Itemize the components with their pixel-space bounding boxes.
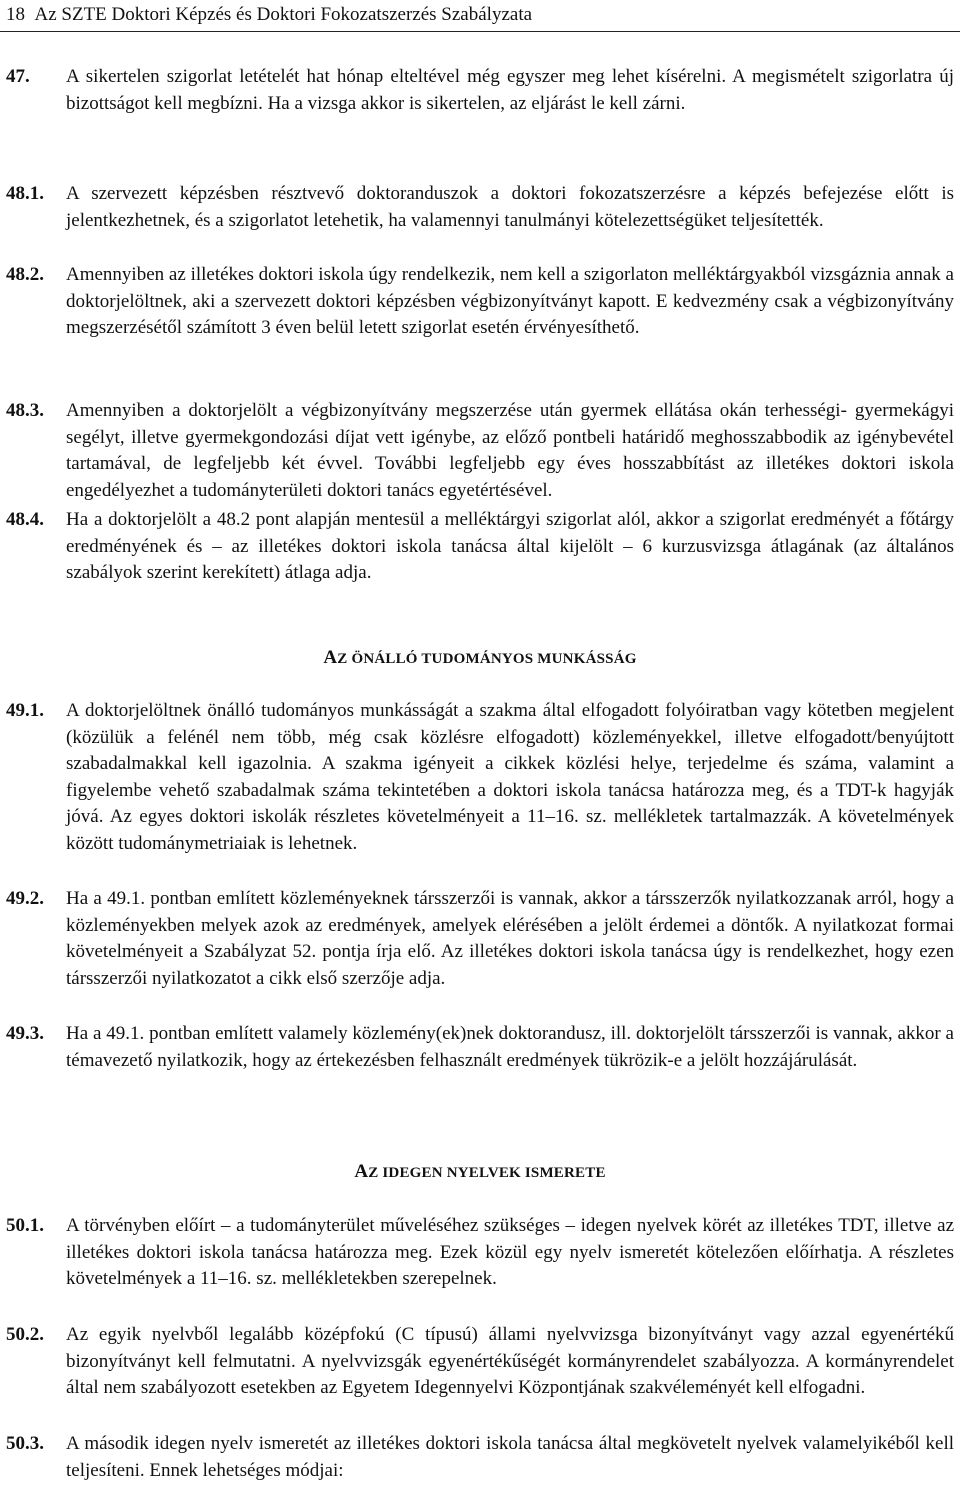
section-number-48-3: 48.3. (6, 400, 44, 421)
section-text-48-1: A szervezett képzésben résztvevő doktoranduszok a doktori fokozatszerzésre a képzés befejezése előtt is jelentkezhetnek, és a szigorlatot letehetik, ha valamennyi tanulmányi kötelezettségüket teljesítették. (66, 183, 954, 231)
page-number: 18 (6, 4, 25, 25)
header-rule (0, 31, 960, 32)
section-number-47: 47. (6, 66, 30, 87)
section-text-49-2: Ha a 49.1. pontban említett közleményeknek társszerzői is vannak, akkor a társszerzők nyilatkozzanak arról, hogy a közleményekben melyek azok az eredmények, amelyek elérésében a jelölt érdemei a döntők. A nyilatkozat formai követelményeit a Szabályzat 52. pontja írja elő. Az illetékes doktori iskola tanácsa úgy is rendelkezhet, hogy ezen társszerzői nyilatkozatot a cikk első szerzője adja. (66, 888, 954, 989)
section-number-50-2: 50.2. (6, 1324, 44, 1345)
section-number-49-1: 49.1. (6, 700, 44, 721)
section-number-48-1: 48.1. (6, 183, 44, 204)
section-text-49-1: A doktorjelöltnek önálló tudományos munkásságát a szakma által elfogadott folyóiratban vagy kötetben megjelent (közülük a felénél nem több, még csak közlésre elfogadott) közleményekkel, illetve elfogadott/benyújtott szabadalmakkal kell igazolnia. A szakma igényeit a cikkek közlési helye, terjedelme és száma, valamint a figyelembe vehető szabadalmak száma tekintetében a doktori iskola tanácsa határozza meg, és a TDT-k hagyják jóvá. Az egyes doktori iskolák részletes követelményeit a 11–16. sz. mellékletek tartalmazzák. A követelmények között tudománymetriaiak is lehetnek. (66, 700, 954, 854)
section-number-48-4: 48.4. (6, 509, 44, 530)
section-number-49-3: 49.3. (6, 1023, 44, 1044)
page-header (6, 3, 532, 27)
section-number-50-3: 50.3. (6, 1433, 44, 1454)
section-text-48-3: Amennyiben a doktorjelölt a végbizonyítvány megszerzése után gyermek ellátása okán terhességi- gyermekágyi segélyt, illetve gyermekgondozási díjat vett igénybe, az előző pontbeli határidő meghosszabbodik az igénybevétel tartamával, de legfeljebb két évvel. További legfeljebb egy éves hosszabbítást az illetékes doktori iskola engedélyezhet a tudományterületi doktori tanács egyetértésével. (66, 400, 954, 501)
section-text-48-2: Amennyiben az illetékes doktori iskola úgy rendelkezik, nem kell a szigorlaton melléktárgyakból vizsgáznia annak a doktorjelöltnek, aki a szervezett doktori képzésben végbizonyítványt kapott. E kedvezmény csak a végbizonyítvány megszerzésétől számított 3 éven belül letett szigorlat esetén érvényesíthető. (66, 264, 954, 338)
section-text-47: A sikertelen szigorlat letételét hat hónap elteltével még egyszer meg lehet kísérelni. A megismételt szigorlatra új bizottságot kell megbízni. Ha a vizsga akkor is sikertelen, az eljárást le kell zárni. (66, 66, 954, 114)
section-heading-onallo-tudomanyos-munkassag: AZ ÖNÁLLÓ TUDOMÁNYOS MUNKÁSSÁG (323, 647, 637, 668)
section-heading-idegen-nyelvek-ismerete: AZ IDEGEN NYELVEK ISMERETE (354, 1161, 606, 1182)
document-title: Az SZTE Doktori Képzés és Doktori Fokozatszerzés Szabályzata (34, 4, 533, 25)
section-text-48-4: Ha a doktorjelölt a 48.2 pont alapján mentesül a melléktárgyi szigorlat alól, akkor a szigorlat eredményét a főtárgy eredményének és – az illetékes doktori iskola tanácsa által kijelölt – 6 kurzusvizsga átlagának (az általános szabályok szerint kerekített) átlaga adja. (66, 509, 954, 583)
section-text-49-3: Ha a 49.1. pontban említett valamely közlemény(ek)nek doktorandusz, ill. doktorjelölt társszerzői is vannak, akkor a témavezető nyilatkozik, hogy az értekezésben felhasznált eredmények tükrözik-e a jelölt hozzájárulását. (66, 1023, 954, 1071)
section-number-48-2: 48.2. (6, 264, 44, 285)
section-text-50-3: A második idegen nyelv ismeretét az illetékes doktori iskola tanácsa által megkövetelt nyelvek valamelyikéből kell teljesíteni. Ennek lehetséges módjai: (66, 1433, 954, 1481)
section-text-50-2: Az egyik nyelvből legalább középfokú (C típusú) állami nyelvvizsga bizonyítványt vagy azzal egyenértékű bizonyítványt kell felmutatni. A nyelvvizsgák egyenértékűségét kormányrendelet szabályozza. A kormányrendelet által nem szabályozott esetekben az Egyetem Idegennyelvi Központjának szakvéleményét kell elfogadni. (66, 1324, 954, 1398)
section-text-50-1: A törvényben előírt – a tudományterület műveléséhez szükséges – idegen nyelvek körét az illetékes TDT, illetve az illetékes doktori iskola tanácsa határozza meg. Ezek közül egy nyelv ismeretét kötelezően előírhatja. A részletes követelmények a 11–16. sz. mellékletekben szerepelnek. (66, 1215, 954, 1289)
section-number-50-1: 50.1. (6, 1215, 44, 1236)
section-number-49-2: 49.2. (6, 888, 44, 909)
